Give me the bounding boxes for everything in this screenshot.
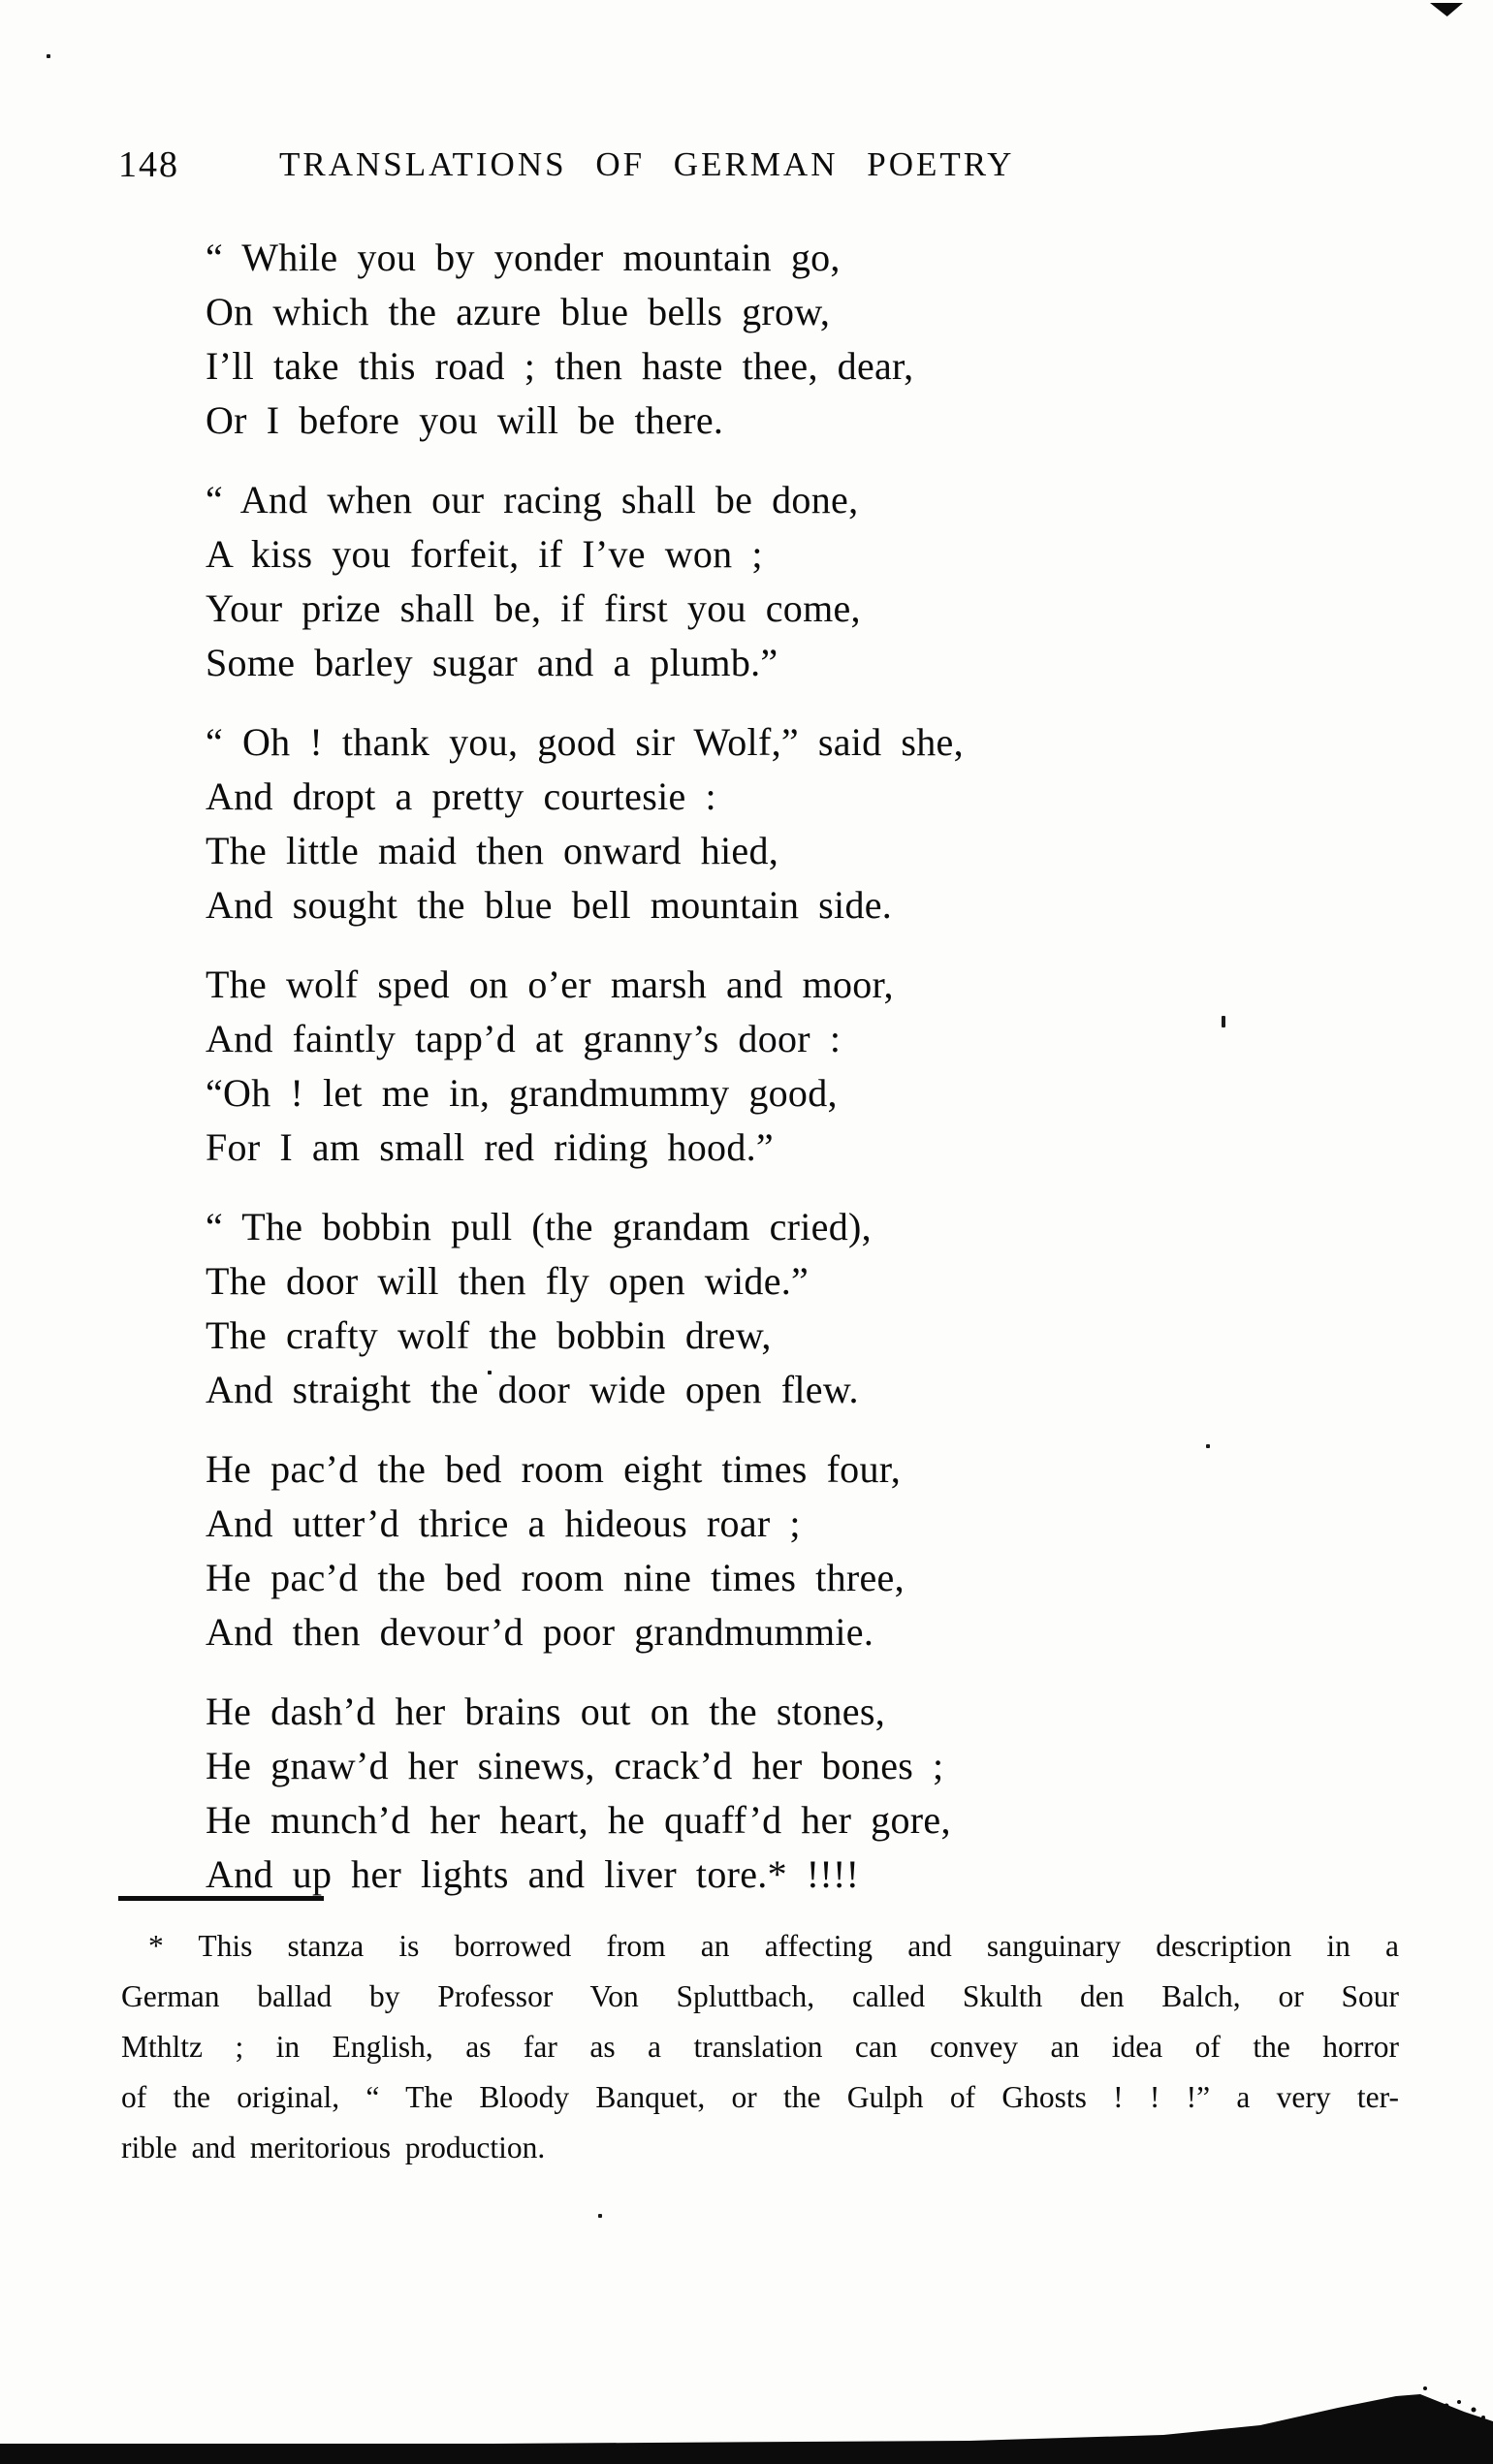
footnote-line: rible and meritorious production. [121,2131,546,2164]
poem-line: “ And when our racing shall be done, [206,478,859,521]
footnote-line: * This stanza is borrowed from an affecting and sanguinary description in a [148,1929,1399,1963]
poem-line: The wolf sped on o’er marsh and moor, [206,963,894,1006]
stanza-4 [206,958,1291,1175]
book-gutter-shadow [0,2377,1493,2464]
poem-line: I’ll take this road ; then haste thee, dear, [206,344,914,388]
poem-line: Some barley sugar and a plumb.” [206,641,778,684]
poem-line: He pac’d the bed room nine times three, [206,1556,905,1599]
poem-line: The little maid then onward hied, [206,829,779,872]
stanza-3 [206,715,1291,932]
poem-line: On which the azure blue bells grow, [206,290,831,333]
poem-line: The door will then fly open wide.” [206,1259,810,1303]
poem-line: And then devour’d poor grandmummie. [206,1610,874,1654]
footnote-line: of the original, “ The Bloody Banquet, or the Gulph of Ghosts ! ! !” a very ter- [121,2080,1399,2114]
poem-line: He munch’d her heart, he quaff’d her gore, [206,1798,951,1842]
poem-line: And straight the door wide open flew. [206,1368,859,1411]
poem-line: A kiss you forfeit, if I’ve won ; [206,532,763,576]
scan-speck [47,54,50,58]
poem-line: Your prize shall be, if first you come, [206,586,861,630]
footnote [121,1921,1399,2173]
poem-line: “ While you by yonder mountain go, [206,236,841,279]
running-title: TRANSLATIONS OF GERMAN POETRY [279,145,1015,183]
footnote-line: Mthltz ; in English, as far as a translation can convey an idea of the horror [121,2030,1399,2064]
poem-line: The crafty wolf the bobbin drew, [206,1313,772,1357]
stanza-7 [206,1685,1291,1902]
footnote-line: German ballad by Professor Von Spluttbach, called Skulth den Balch, or Sour [121,1979,1399,2013]
poem-line: “ The bobbin pull (the grandam cried), [206,1205,872,1248]
poem-line: And sought the blue bell mountain side. [206,883,893,927]
stanza-6 [206,1442,1291,1659]
poem-line: And up her lights and liver tore.* !!!! [206,1852,860,1896]
scan-speck [598,2214,602,2218]
page-number: 148 [118,144,179,185]
stanza-2 [206,473,1291,690]
footnote-separator-rule [118,1896,324,1901]
poem-line: He pac’d the bed room eight times four, [206,1447,902,1491]
stanza-1 [206,231,1291,448]
poem-line: He gnaw’d her sinews, crack’d her bones ; [206,1744,944,1787]
poem-line: He dash’d her brains out on the stones, [206,1690,885,1733]
poem-line: And faintly tapp’d at granny’s door : [206,1017,842,1060]
poem-line: For I am small red riding hood.” [206,1125,774,1169]
poem-line: And dropt a pretty courtesie : [206,774,716,818]
poem-body [206,231,1291,1927]
stanza-5 [206,1200,1291,1417]
poem-line: Or I before you will be there. [206,398,724,442]
page-curl-triangle-icon [1430,3,1463,16]
poem-line: “Oh ! let me in, grandmummy good, [206,1071,838,1115]
poem-line: And utter’d thrice a hideous roar ; [206,1501,801,1545]
poem-line: “ Oh ! thank you, good sir Wolf,” said she, [206,720,964,764]
